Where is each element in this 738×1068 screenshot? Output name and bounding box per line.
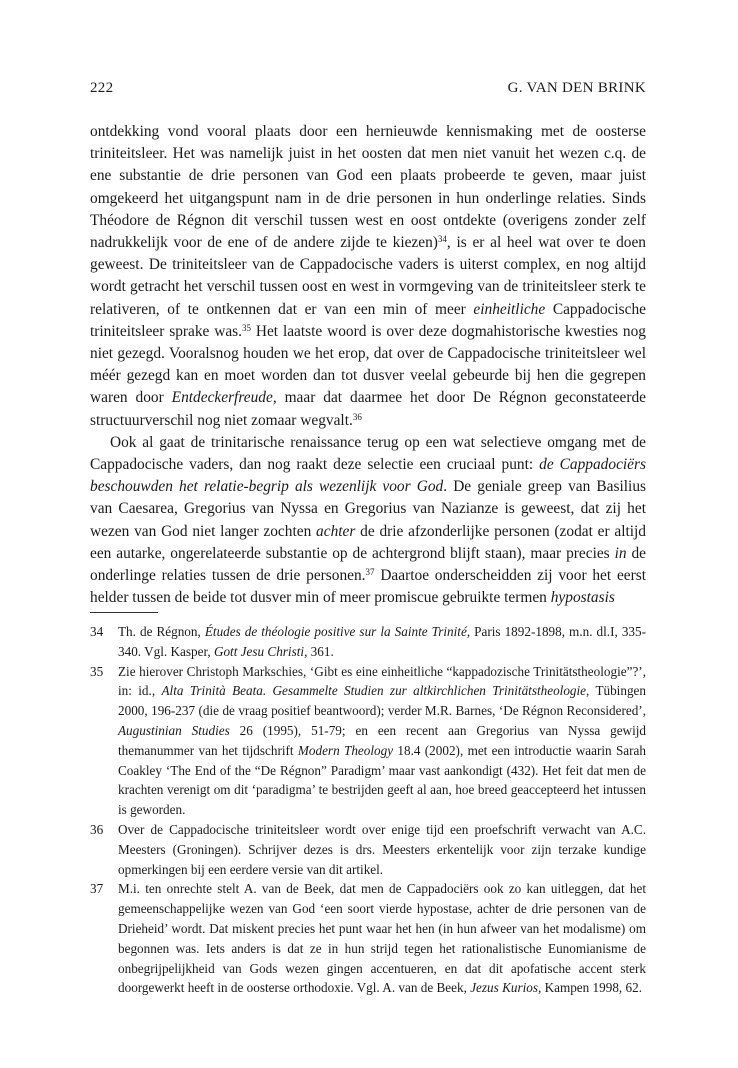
footnote-ref-35[interactable]: 35 [242, 322, 252, 333]
text-run: , Kampen 1998, 62. [537, 980, 643, 996]
footnote-separator [90, 612, 158, 613]
running-head: G. VAN DEN BRINK [507, 80, 646, 96]
italic-run: achter [316, 522, 356, 540]
text-run: M.i. ten onrechte stelt A. van de Beek, dat men de Cappadociërs ook zo kan uitleggen, dat het gemeenschappelijke wezen van God ‘een soort vierde hypostase, achter de drie personen van de Drieheid’ wordt. Dat miskent precies het punt waar het hen (in hun afweer van het modalisme) om begonnen was. Iets anders is dat ze in hun strijd tegen het rationalistische Eunomianisme de onbegrijpelijkheid van Gods wezen gingen accentueren, en dat dit apofatische accent sterk doorgewerkt heeft in de oosterse orthodoxie. Vgl. A. van de Beek, [118, 881, 646, 996]
footnote-35 [90, 662, 646, 820]
italic-run: Jezus Kurios [470, 980, 538, 996]
text-run: , Paris 1892-1898, m.n. dl.I, 335-340. Vgl. Kasper, [118, 624, 647, 659]
text-run: ontdekking vond vooral plaats door een hernieuwde kennismaking met de oosterse triniteitsleer. Het was namelijk juist in het oosten dat men niet vanuit het wezen c.q. de ene substantie de drie personen van God een plaats probeerde te geven, maar juist omgekeerd het uitgangspunt nam in de drie personen in hun onderlinge relaties. Sinds Théodore de Régnon dit verschil tussen west en oost ontdekte (overigens zonder zelf nadrukkelijk voor de ene of de andere zijde te kiezen) [90, 123, 646, 252]
italic-run: Alta Trinità Beata. Gesammelte Studien zur altkirchlichen Trinitätstheologie [161, 683, 587, 699]
paragraph-1 [90, 121, 646, 432]
text-run: , 361. [304, 643, 334, 659]
italic-run: Modern Theology [297, 742, 394, 758]
footnote-36 [90, 820, 646, 879]
italic-run: Augustinian Studies [118, 722, 230, 738]
footnote-number: 37 [90, 881, 104, 897]
footnote-37 [90, 879, 646, 998]
page-number: 222 [90, 80, 114, 96]
footnote-ref-36[interactable]: 36 [352, 411, 362, 422]
text-run: Th. de Régnon, [118, 624, 205, 639]
text-run: de drie afzonderlijke personen (zodat er altijd een autarke, ongerelateerde substantie op de achtergrond blijft staan), maar precies [90, 522, 646, 562]
italic-run: einheitliche [473, 300, 546, 318]
footnote-number: 35 [90, 663, 104, 679]
text-run: Zie hierover Christoph Markschies, ‘Gibt es eine einheitliche “kappadozische Trinitätstheologie”?’, in: id., [118, 663, 646, 699]
footnote-ref-34[interactable]: 34 [437, 234, 447, 245]
body-text [90, 121, 646, 609]
text-run: Daartoe onderscheidden zij voor het eerst helder tussen de beide tot dusver min of meer promiscue gebruikte termen [90, 567, 646, 607]
footnote-number: 36 [90, 821, 104, 837]
italic-run: Entdeckerfreude [171, 389, 273, 407]
text-run: 26 (1995), 51-79; en een recent aan Gregorius van Nyssa gewijd themanummer van het tijdschrift [118, 722, 646, 758]
footnote-ref-37[interactable]: 37 [365, 567, 375, 578]
text-run: . De geniale greep van Basilius van Caesarea, Gregorius van Nyssa en Gregorius van Nazianze is geweest, dat zij het wezen van God niet langer zochten [90, 478, 647, 540]
text-run: , maar dat daarmee het door De Régnon geconstateerde structuurverschil nog niet zomaar wegvalt. [90, 389, 647, 429]
page-header [90, 80, 646, 100]
text-run: 18.4 (2002), met een introductie waarin Sarah Coakley ‘The End of the “De Régnon” Paradigm’ maar vast aankondigt (432). Het feit dat men de krachten verenigt om dit ‘paradigma’ te bestrijden geeft al aan, hoe breed geaccepteerd het intussen is geworden. [118, 742, 646, 818]
paragraph-2 [90, 432, 646, 610]
text-run: Over de Cappadocische triniteitsleer wordt over enige tijd een proefschrift verwacht van A.C. Meesters (Groningen). Schrijver dezes is drs. Meesters erkentelijk voor zijn terzake kundige opmerkingen bij een eerdere versie van dit artikel. [118, 821, 646, 877]
text-run: de onderlinge relaties tussen de drie personen. [90, 544, 646, 585]
footnote-34 [90, 622, 646, 662]
text-run: Cappadocische triniteitsleer sprake was. [90, 300, 646, 340]
text-run: Ook al gaat de trinitarische renaissance terug op een wat selectieve omgang met de Cappadocische vaders, dan nog raakt deze selectie een cruciaal punt: [90, 433, 646, 474]
italic-run: de Cappadociërs beschouwden het relatie-begrip als wezenlijk voor God [90, 456, 646, 496]
italic-run: hypostasis [550, 589, 615, 607]
footnote-number: 34 [90, 624, 104, 639]
text-run: Het laatste woord is over deze dogmahistorische kwesties nog niet gezegd. Vooralsnog houden we het erop, dat over de Cappadocische triniteitsleer wel méér gezegd kan en moet worden dan tot dusver veelal gebeurde bij hen die gegrepen waren door [90, 322, 646, 407]
text-run: , Tübingen 2000, 196-237 (die de vraag positief beantwoord); verder M.R. Barnes, ‘De Régnon Reconsidered’, [118, 683, 646, 719]
footnotes [90, 622, 646, 998]
text-run: , is er al heel wat over te doen geweest. De triniteitsleer van de Cappadocische vaders is uiterst complex, en nog altijd wordt getracht het verschil tussen oost en west in vormgeving van de triniteitsleer sterk te relativeren, of te ontkennen dat er van een min of meer [90, 234, 646, 318]
italic-run: Gott Jesu Christi [213, 643, 305, 659]
italic-run: Études de théologie positive sur la Sainte Trinité [204, 624, 467, 639]
italic-run: in [614, 544, 627, 562]
